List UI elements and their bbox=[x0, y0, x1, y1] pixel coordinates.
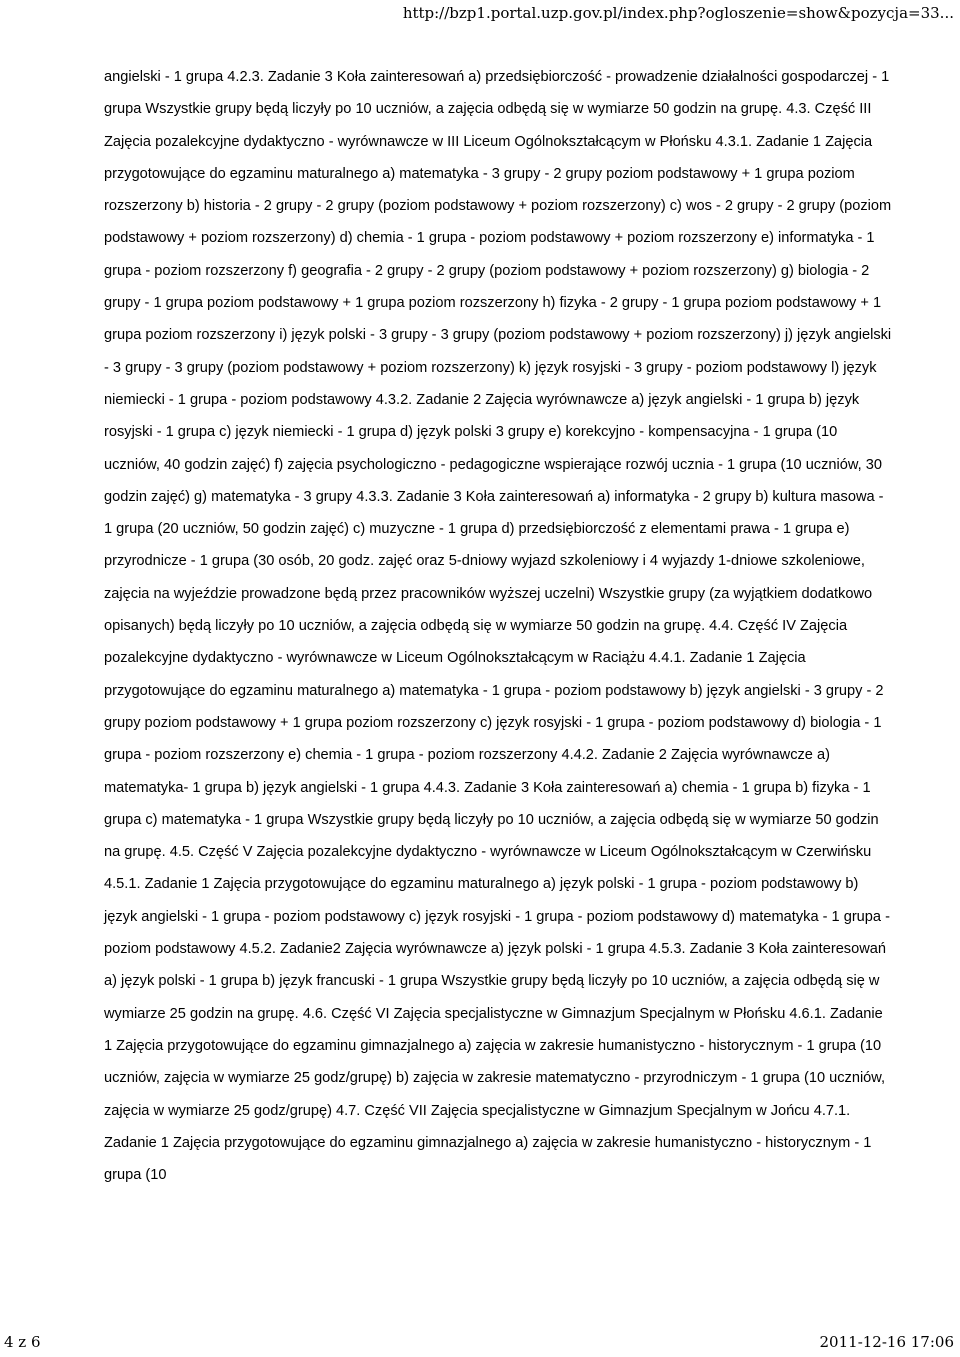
page-header-url: http://bzp1.portal.uzp.gov.pl/index.php?ogloszenie=show&pozycja=33... bbox=[402, 4, 954, 22]
page-number: 4 z 6 bbox=[4, 1333, 41, 1351]
document-body bbox=[104, 61, 894, 1191]
print-timestamp: 2011-12-16 17:06 bbox=[819, 1333, 954, 1351]
body-paragraph: angielski - 1 grupa 4.2.3. Zadanie 3 Koła zainteresowań a) przedsiębiorczość - prowadzenie działalności gospodarczej - 1 grupa Wszystkie grupy będą liczyły po 10 uczniów, a zajęcia odbędą się w wymiarze 50 godzin na grupę. 4.3. Część III Zajęcia pozalekcyjne dydaktyczno - wyrównawcze w III Liceum Ogólnokształcącym w Płońsku 4.3.1. Zadanie 1 Zajęcia przygotowujące do egzaminu maturalnego a) matematyka - 3 grupy - 2 grupy poziom podstawowy + 1 grupa poziom rozszerzony b) historia - 2 grupy - 2 grupy (poziom podstawowy + poziom rozszerzony) c) wos - 2 grupy - 2 grupy (poziom podstawowy + poziom rozszerzony) d) chemia - 1 grupa - poziom podstawowy + poziom rozszerzony e) informatyka - 1 grupa - poziom rozszerzony f) geografia - 2 grupy - 2 grupy (poziom podstawowy + poziom rozszerzony) g) biologia - 2 grupy - 1 grupa poziom podstawowy + 1 grupa poziom rozszerzony h) fizyka - 2 grupy - 1 grupa poziom podstawowy + 1 grupa poziom rozszerzony i) język polski - 3 grupy - 3 grupy (poziom podstawowy + poziom rozszerzony) j) język angielski - 3 grupy - 3 grupy (poziom podstawowy + poziom rozszerzony) k) język rosyjski - 3 grupy - poziom podstawowy l) język niemiecki - 1 grupa - poziom podstawowy 4.3.2. Zadanie 2 Zajęcia wyrównawcze a) język angielski - 1 grupa b) język rosyjski - 1 grupa c) język niemiecki - 1 grupa d) język polski 3 grupy e) korekcyjno - kompensacyjna - 1 grupa (10 uczniów, 40 godzin zajęć) f) zajęcia psychologiczno - pedagogiczne wspierające rozwój ucznia - 1 grupa (10 uczniów, 30 godzin zajęć) g) matematyka - 3 grupy 4.3.3. Zadanie 3 Koła zainteresowań a) informatyka - 2 grupy b) kultura masowa - 1 grupa (20 uczniów, 50 godzin zajęć) c) muzyczne - 1 grupa d) przedsiębiorczość z elementami prawa - 1 grupa e) przyrodnicze - 1 grupa (30 osób, 20 godz. zajęć oraz 5-dniowy wyjazd szkoleniowy i 4 wyjazdy 1-dniowe szkoleniowe, zajęcia na wyjeździe prowadzone będą przez pracowników wyższej uczelni) Wszystkie grupy (za wyjątkiem dodatkowo opisanych) będą liczyły po 10 uczniów, a zajęcia odbędą się w wymiarze 50 godzin na grupę. 4.4. Część IV Zajęcia pozalekcyjne dydaktyczno - wyrównawcze w Liceum Ogólnokształcącym w Raciążu 4.4.1. Zadanie 1 Zajęcia przygotowujące do egzaminu maturalnego a) matematyka - 1 grupa - poziom podstawowy b) język angielski - 3 grupy - 2 grupy poziom podstawowy + 1 grupa poziom rozszerzony c) język rosyjski - 1 grupa - poziom podstawowy d) biologia - 1 grupa - poziom rozszerzony e) chemia - 1 grupa - poziom rozszerzony 4.4.2. Zadanie 2 Zajęcia wyrównawcze a) matematyka- 1 grupa b) język angielski - 1 grupa 4.4.3. Zadanie 3 Koła zainteresowań a) chemia - 1 grupa b) fizyka - 1 grupa c) matematyka - 1 grupa Wszystkie grupy będą liczyły po 10 uczniów, a zajęcia odbędą się w wymiarze 50 godzin na grupę. 4.5. Część V Zajęcia pozalekcyjne dydaktyczno - wyrównawcze w Liceum Ogólnokształcącym w Czerwińsku 4.5.1. Zadanie 1 Zajęcia przygotowujące do egzaminu maturalnego a) język polski - 1 grupa - poziom podstawowy b) język angielski - 1 grupa - poziom podstawowy c) język rosyjski - 1 grupa - poziom podstawowy d) matematyka - 1 grupa - poziom podstawowy 4.5.2. Zadanie2 Zajęcia wyrównawcze a) język polski - 1 grupa 4.5.3. Zadanie 3 Koła zainteresowań a) język polski - 1 grupa b) język francuski - 1 grupa Wszystkie grupy będą liczyły po 10 uczniów, a zajęcia odbędą się w wymiarze 25 godzin na grupę. 4.6. Część VI Zajęcia specjalistyczne w Gimnazjum Specjalnym w Płońsku 4.6.1. Zadanie 1 Zajęcia przygotowujące do egzaminu gimnazjalnego a) zajęcia w zakresie humanistyczno - historycznym - 1 grupa (10 uczniów, zajęcia w wymiarze 25 godz/grupę) b) zajęcia w zakresie matematyczno - przyrodniczym - 1 grupa (10 uczniów, zajęcia w wymiarze 25 godz/grupę) 4.7. Część VII Zajęcia specjalistyczne w Gimnazjum Specjalnym w Jońcu 4.7.1. Zadanie 1 Zajęcia przygotowujące do egzaminu gimnazjalnego a) zajęcia w zakresie humanistyczno - historycznym - 1 grupa (10 bbox=[104, 69, 892, 1184]
